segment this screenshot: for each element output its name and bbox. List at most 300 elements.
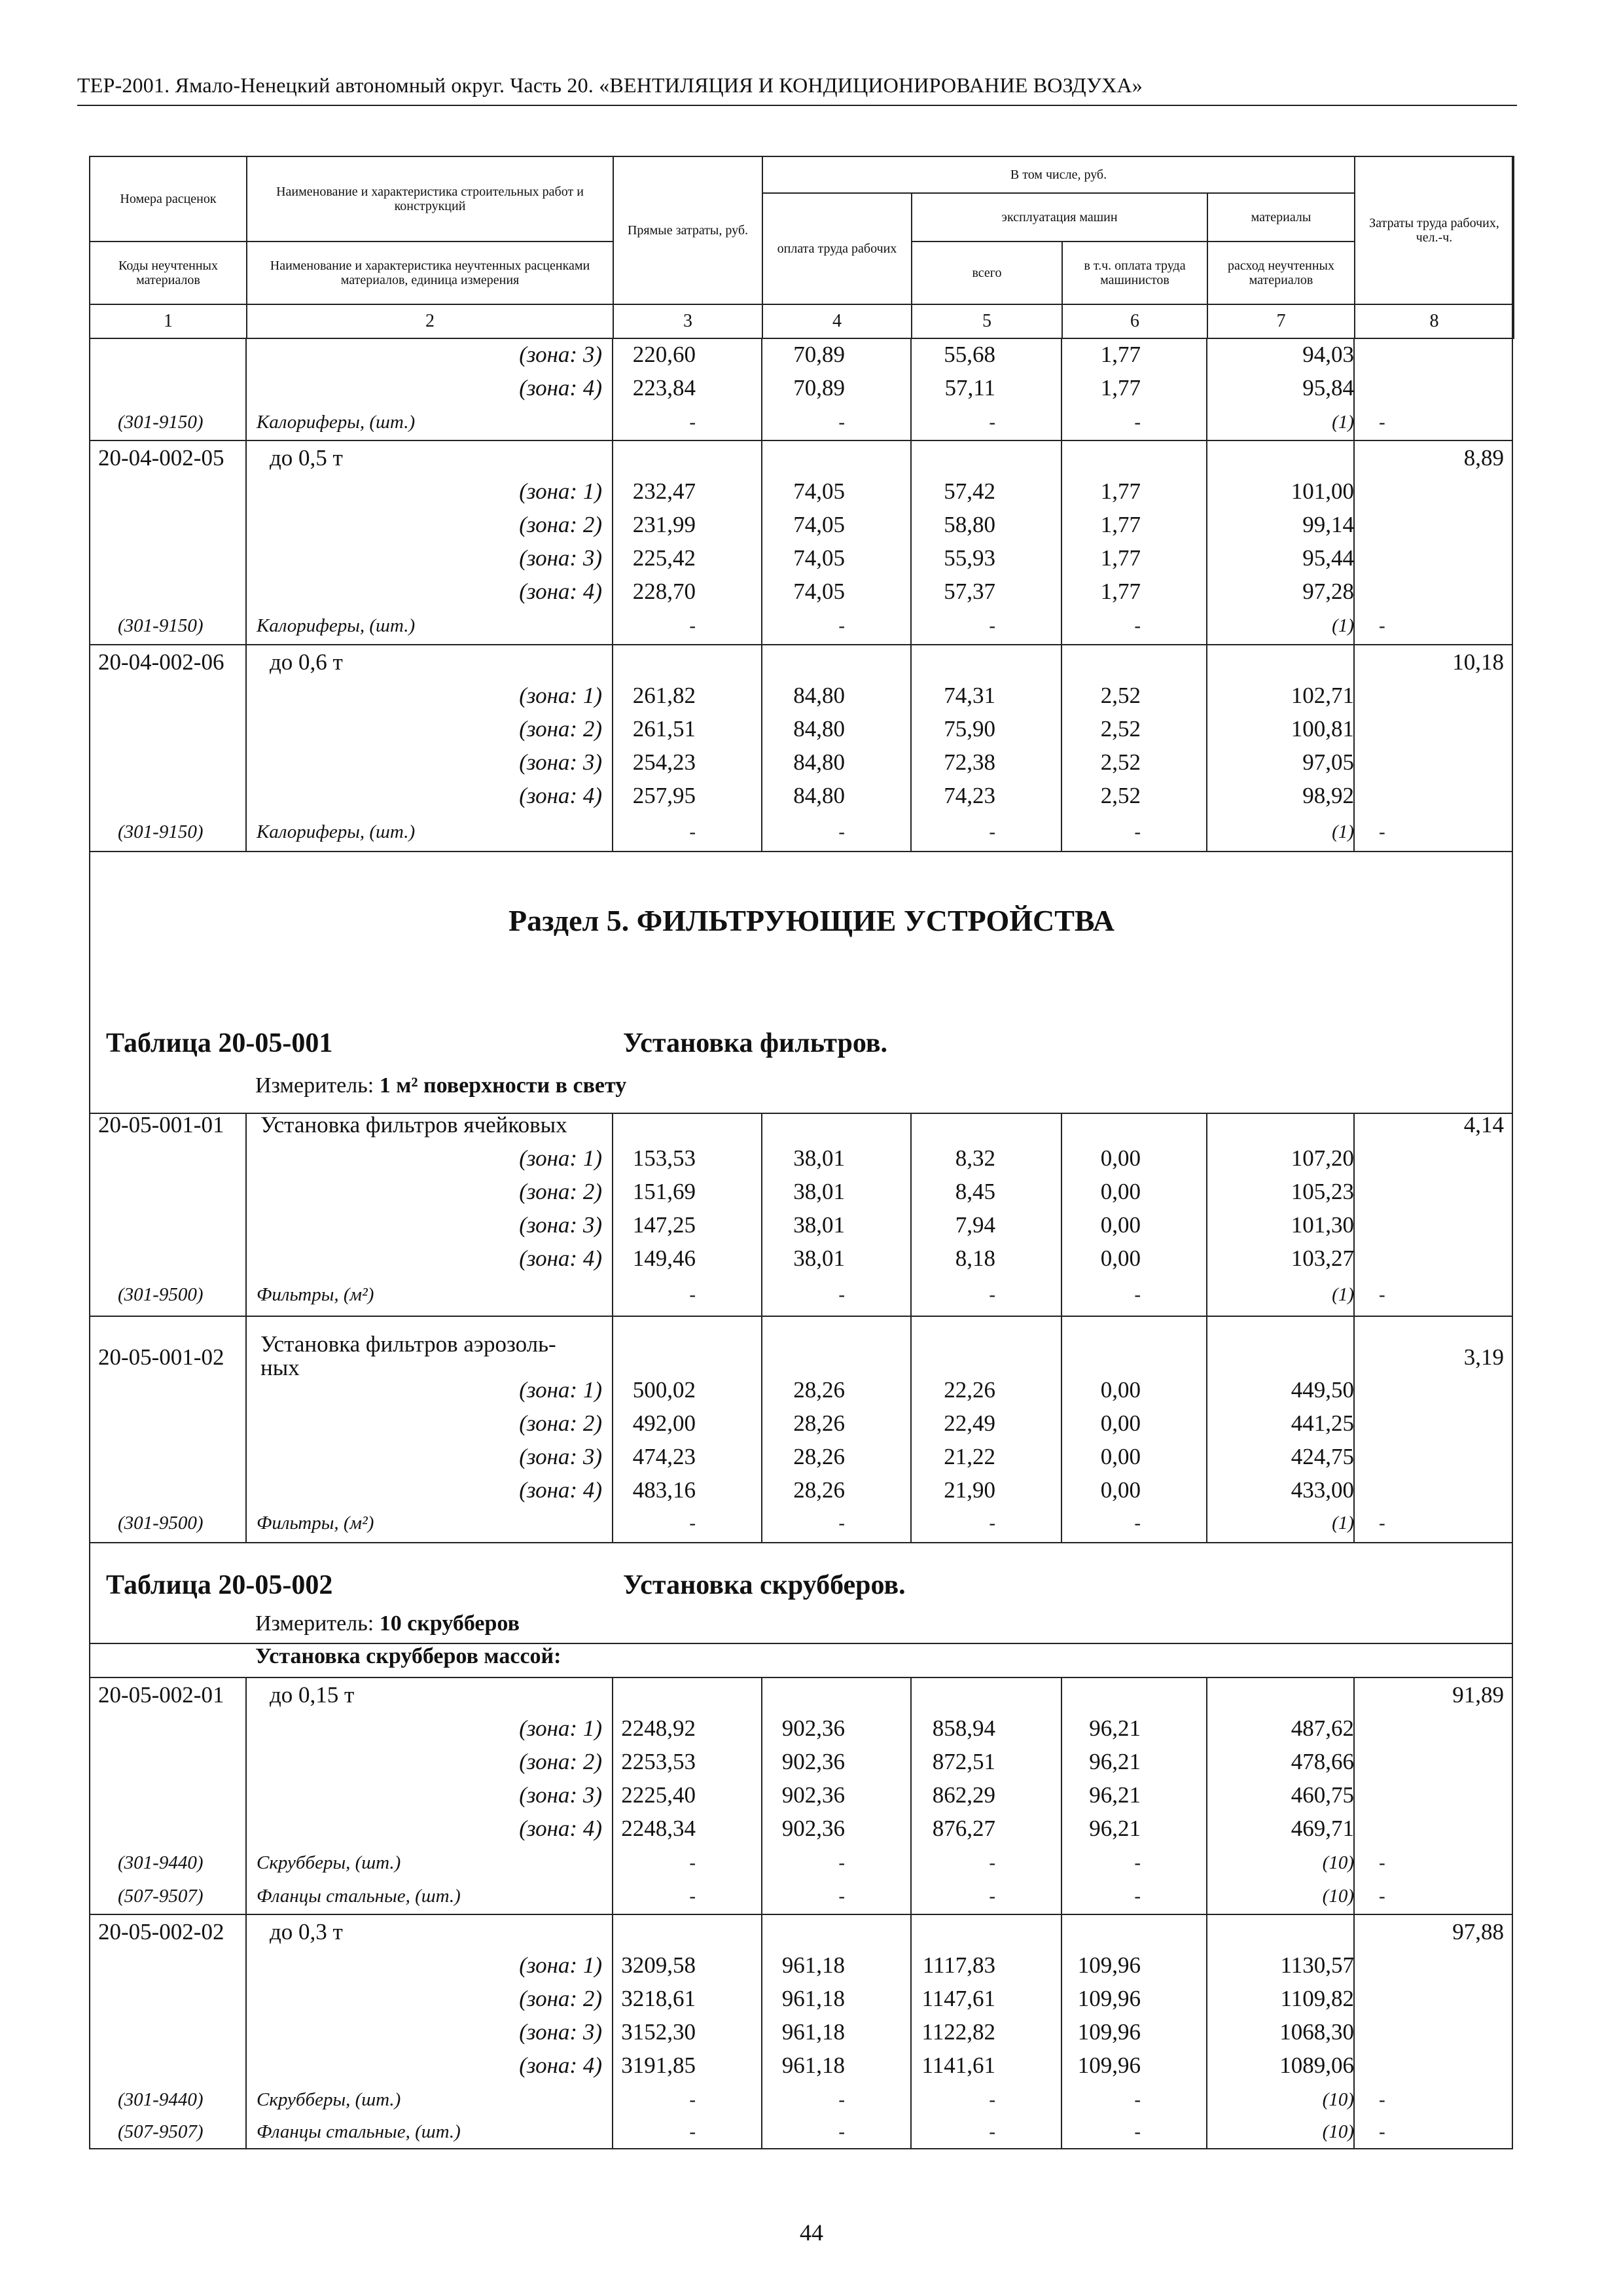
rate-code: 20-05-002-02 [98, 1919, 224, 1945]
running-title: ТЕР-2001. Ямало-Ненецкий автономный округ. Часть 20. «ВЕНТИЛЯЦИЯ И КОНДИЦИОНИРОВАНИЕ ВОЗДУХА» [77, 73, 1143, 97]
empty-dash: - [1379, 2121, 1385, 2142]
materials-cost: 99,14 [1302, 512, 1354, 537]
empty-dash: - [1134, 1513, 1141, 1534]
table-label: Таблица 20-05-001 [106, 1028, 333, 1058]
worker-pay: 961,18 [781, 1952, 845, 1978]
unit-of-measure [255, 1611, 520, 1636]
worker-pay: 84,80 [793, 749, 845, 775]
direct-cost: 225,42 [632, 545, 696, 571]
empty-dash: - [1134, 1284, 1141, 1305]
zone-label: (зона: 4) [519, 375, 602, 401]
rate-name-line1: Установка фильтров аэрозоль- [260, 1331, 556, 1357]
material-qty: (1) [1332, 412, 1354, 433]
direct-cost: 149,46 [632, 1246, 696, 1271]
material-code: (301-9440) [118, 2089, 204, 2110]
zone-label: (зона: 4) [519, 1477, 602, 1503]
worker-pay: 74,05 [793, 512, 845, 537]
price-row [90, 779, 1512, 812]
material-name: Скрубберы, (шт.) [257, 1852, 401, 1873]
direct-cost: 2248,34 [621, 1816, 696, 1841]
rate-code: 20-04-002-05 [98, 445, 224, 471]
zone-label: (зона: 2) [519, 512, 602, 537]
machinist-pay: 96,21 [1089, 1816, 1141, 1841]
empty-dash: - [989, 615, 995, 636]
empty-dash: - [689, 412, 696, 433]
direct-cost: 257,95 [632, 783, 696, 808]
machinist-pay: 0,00 [1100, 1444, 1141, 1469]
material-name: Калориферы, (шт.) [257, 412, 416, 433]
material-qty: (10) [1322, 2089, 1354, 2110]
materials-cost: 102,71 [1291, 683, 1354, 708]
machinist-pay: 96,21 [1089, 1749, 1141, 1774]
worker-pay: 961,18 [781, 1986, 845, 2011]
material-code: (301-9440) [118, 1852, 204, 1873]
machine-cost: 7,94 [955, 1212, 995, 1238]
machinist-pay: 96,21 [1089, 1715, 1141, 1741]
price-row [90, 1948, 1512, 1982]
price-row [90, 679, 1512, 712]
machine-cost: 58,80 [944, 512, 995, 537]
machine-cost: 1117,83 [922, 1952, 995, 1978]
empty-dash: - [838, 615, 845, 636]
zone-label: (зона: 1) [519, 1715, 602, 1741]
rate-row [90, 1327, 1512, 1380]
empty-dash: - [838, 1852, 845, 1873]
direct-cost: 3218,61 [621, 1986, 696, 2011]
price-row [90, 1778, 1512, 1812]
price-row [90, 1373, 1512, 1407]
zone-label: (зона: 1) [519, 478, 602, 504]
rate-row [90, 1108, 1512, 1141]
direct-cost: 474,23 [632, 1444, 696, 1469]
machine-cost: 1147,61 [921, 1986, 995, 2011]
zone-label: (зона: 1) [519, 1952, 602, 1978]
price-row [90, 575, 1512, 608]
machinist-pay: 2,52 [1100, 783, 1141, 808]
materials-cost: 107,20 [1291, 1145, 1354, 1171]
col-number: 4 [762, 304, 912, 338]
machinist-pay: 1,77 [1100, 342, 1141, 367]
machinist-pay: 109,96 [1077, 1986, 1141, 2011]
empty-dash: - [689, 1284, 696, 1305]
machinist-pay: 2,52 [1100, 683, 1141, 708]
empty-dash: - [838, 2089, 845, 2110]
labor-hours: 8,89 [1463, 445, 1504, 471]
labor-hours: 10,18 [1452, 649, 1504, 675]
rate-row [90, 1678, 1512, 1712]
rate-name: до 0,6 т [270, 649, 343, 675]
direct-cost: 223,84 [632, 375, 696, 401]
worker-pay: 902,36 [781, 1749, 845, 1774]
zone-label: (зона: 1) [519, 683, 602, 708]
machinist-pay: 1,77 [1100, 579, 1141, 604]
zone-label: (зона: 3) [519, 749, 602, 775]
rate-name: до 0,5 т [270, 445, 343, 471]
col-number: 7 [1207, 304, 1355, 338]
price-row [90, 541, 1512, 575]
materials-cost: 101,30 [1291, 1212, 1354, 1238]
material-qty: (10) [1322, 2121, 1354, 2142]
direct-cost: 492,00 [632, 1410, 696, 1436]
direct-cost: 220,60 [632, 342, 696, 367]
worker-pay: 28,26 [793, 1444, 845, 1469]
direct-cost: 254,23 [632, 749, 696, 775]
empty-dash: - [1379, 821, 1385, 842]
direct-cost: 3152,30 [621, 2019, 696, 2045]
rate-name: Установка фильтров ячейковых [260, 1112, 567, 1138]
header-including: В том числе, руб. [762, 156, 1355, 193]
direct-cost: 147,25 [632, 1212, 696, 1238]
direct-cost: 261,51 [632, 716, 696, 742]
machinist-pay: 0,00 [1100, 1410, 1141, 1436]
material-name: Фланцы стальные, (шт.) [257, 1886, 461, 1907]
empty-dash: - [1379, 1886, 1385, 1907]
empty-dash: - [1134, 2121, 1141, 2142]
header-machinist-pay: в т.ч. оплата труда машинистов [1062, 242, 1207, 304]
machine-cost: 22,49 [944, 1410, 995, 1436]
empty-dash: - [689, 2089, 696, 2110]
price-row [90, 1473, 1512, 1507]
row-separator [89, 1316, 1513, 1317]
material-qty: (1) [1332, 1513, 1354, 1534]
rate-row [90, 645, 1512, 679]
machine-cost: 862,29 [932, 1782, 995, 1808]
worker-pay: 74,05 [793, 478, 845, 504]
section-title: Раздел 5. ФИЛЬТРУЮЩИЕ УСТРОЙСТВА [508, 904, 1115, 937]
col-number: 8 [1355, 304, 1514, 338]
row-separator [89, 1542, 1513, 1543]
direct-cost: 3191,85 [621, 2053, 696, 2078]
worker-pay: 38,01 [793, 1179, 845, 1204]
material-row [90, 1880, 1512, 1913]
machine-cost: 872,51 [932, 1749, 995, 1774]
unit-label: Измеритель: [255, 1073, 374, 1098]
machine-cost: 21,90 [944, 1477, 995, 1503]
empty-dash: - [989, 412, 995, 433]
materials-cost: 478,66 [1291, 1749, 1354, 1774]
material-qty: (10) [1322, 1852, 1354, 1873]
empty-dash: - [1379, 1513, 1385, 1534]
empty-dash: - [989, 1852, 995, 1873]
zone-label: (зона: 3) [519, 545, 602, 571]
machine-cost: 858,94 [932, 1715, 995, 1741]
materials-cost: 1089,06 [1279, 2053, 1354, 2078]
zone-label: (зона: 2) [519, 1410, 602, 1436]
materials-cost: 98,92 [1302, 783, 1354, 808]
machine-cost: 21,22 [944, 1444, 995, 1469]
materials-cost: 103,27 [1291, 1246, 1354, 1271]
header-rule [77, 105, 1517, 106]
zone-label: (зона: 4) [519, 579, 602, 604]
table-title: Установка фильтров. [623, 1028, 888, 1058]
direct-cost: 3209,58 [621, 1952, 696, 1978]
labor-hours: 91,89 [1452, 1682, 1504, 1708]
machine-cost: 74,23 [944, 783, 995, 808]
materials-cost: 100,81 [1291, 716, 1354, 742]
empty-dash: - [838, 2121, 845, 2142]
empty-dash: - [989, 2089, 995, 2110]
col-number: 1 [90, 304, 247, 338]
zone-label: (зона: 3) [519, 1444, 602, 1469]
empty-dash: - [1134, 412, 1141, 433]
empty-dash: - [1134, 1852, 1141, 1873]
material-row [90, 609, 1512, 643]
zone-label: (зона: 3) [519, 1212, 602, 1238]
price-row [90, 1407, 1512, 1440]
empty-dash: - [989, 1886, 995, 1907]
materials-cost: 460,75 [1291, 1782, 1354, 1808]
zone-label: (зона: 4) [519, 1246, 602, 1271]
direct-cost: 232,47 [632, 478, 696, 504]
machine-cost: 75,90 [944, 716, 995, 742]
zone-label: (зона: 3) [519, 342, 602, 367]
materials-cost: 95,84 [1302, 375, 1354, 401]
row-separator [89, 851, 1513, 852]
price-row [90, 1712, 1512, 1745]
material-row [90, 2083, 1512, 2117]
empty-dash: - [1379, 615, 1385, 636]
empty-dash: - [838, 821, 845, 842]
machinist-pay: 0,00 [1100, 1145, 1141, 1171]
price-row [90, 2049, 1512, 2082]
zone-label: (зона: 1) [519, 1377, 602, 1403]
machinist-pay: 109,96 [1077, 2053, 1141, 2078]
header-machines: эксплуатация машин [912, 193, 1207, 242]
materials-cost: 469,71 [1291, 1816, 1354, 1841]
material-code: (507-9507) [118, 1886, 204, 1907]
machinist-pay: 1,77 [1100, 545, 1141, 571]
empty-dash: - [1379, 2089, 1385, 2110]
header-materials: материалы [1207, 193, 1355, 242]
material-qty: (10) [1322, 1886, 1354, 1907]
table-title: Установка скрубберов. [623, 1570, 906, 1600]
unit-value: 10 скрубберов [379, 1611, 520, 1636]
machinist-pay: 0,00 [1100, 1246, 1141, 1271]
machine-cost: 57,37 [944, 579, 995, 604]
machinist-pay: 0,00 [1100, 1212, 1141, 1238]
header-material-consumption: расход неучтенных материалов [1207, 242, 1355, 304]
materials-cost: 1109,82 [1280, 1986, 1354, 2011]
worker-pay: 902,36 [781, 1715, 845, 1741]
unit-label: Измеритель: [255, 1611, 374, 1636]
rate-code: 20-05-002-01 [98, 1682, 224, 1708]
zone-label: (зона: 1) [519, 1145, 602, 1171]
worker-pay: 28,26 [793, 1477, 845, 1503]
empty-dash: - [689, 615, 696, 636]
direct-cost: 2253,53 [621, 1749, 696, 1774]
worker-pay: 902,36 [781, 1782, 845, 1808]
worker-pay: 84,80 [793, 683, 845, 708]
material-code: (301-9500) [118, 1284, 204, 1305]
material-row [90, 1846, 1512, 1880]
direct-cost: 500,02 [632, 1377, 696, 1403]
empty-dash: - [989, 1284, 995, 1305]
price-row [90, 2015, 1512, 2049]
materials-cost: 424,75 [1291, 1444, 1354, 1469]
worker-pay: 84,80 [793, 716, 845, 742]
machinist-pay: 0,00 [1100, 1477, 1141, 1503]
price-row [90, 475, 1512, 508]
zone-label: (зона: 4) [519, 1816, 602, 1841]
machine-cost: 1122,82 [921, 2019, 995, 2045]
empty-dash: - [838, 412, 845, 433]
machinist-pay: 2,52 [1100, 716, 1141, 742]
zone-label: (зона: 3) [519, 2019, 602, 2045]
header-machines-total: всего [912, 242, 1062, 304]
labor-hours: 4,14 [1463, 1112, 1504, 1138]
material-row [90, 2115, 1512, 2149]
col-number: 6 [1062, 304, 1207, 338]
price-row [90, 1440, 1512, 1473]
empty-dash: - [1379, 412, 1385, 433]
empty-dash: - [1134, 2089, 1141, 2110]
rate-code: 20-04-002-06 [98, 649, 224, 675]
header-material-names: Наименование и характеристика неучтенных расценками материалов, единица измерения [247, 242, 613, 304]
machine-cost: 8,32 [955, 1145, 995, 1171]
worker-pay: 961,18 [781, 2019, 845, 2045]
worker-pay: 38,01 [793, 1145, 845, 1171]
zone-label: (зона: 2) [519, 1749, 602, 1774]
direct-cost: 228,70 [632, 579, 696, 604]
worker-pay: 902,36 [781, 1816, 845, 1841]
machinist-pay: 109,96 [1077, 1952, 1141, 1978]
direct-cost: 2248,92 [621, 1715, 696, 1741]
worker-pay: 961,18 [781, 2053, 845, 2078]
price-row [90, 1141, 1512, 1175]
materials-cost: 94,03 [1302, 342, 1354, 367]
machinist-pay: 1,77 [1100, 478, 1141, 504]
header-worker-pay: оплата труда рабочих [762, 193, 912, 304]
machine-cost: 1141,61 [921, 2053, 995, 2078]
material-name: Фильтры, (м²) [257, 1284, 374, 1305]
header-rate-numbers: Номера расценок [90, 156, 247, 242]
empty-dash: - [838, 1886, 845, 1907]
material-name: Фланцы стальные, (шт.) [257, 2121, 461, 2142]
zone-label: (зона: 2) [519, 1986, 602, 2011]
empty-dash: - [1134, 821, 1141, 842]
materials-cost: 97,05 [1302, 749, 1354, 775]
empty-dash: - [689, 1852, 696, 1873]
rate-code: 20-05-001-02 [98, 1344, 224, 1370]
material-row [90, 1507, 1512, 1540]
rate-name: до 0,15 т [270, 1682, 355, 1708]
worker-pay: 74,05 [793, 545, 845, 571]
machinist-pay: 109,96 [1077, 2019, 1141, 2045]
price-row [90, 1242, 1512, 1275]
direct-cost: 483,16 [632, 1477, 696, 1503]
price-row [90, 338, 1512, 371]
rate-row [90, 1915, 1512, 1948]
material-code: (301-9150) [118, 412, 204, 433]
machine-cost: 8,45 [955, 1179, 995, 1204]
machinist-pay: 96,21 [1089, 1782, 1141, 1808]
zone-label: (зона: 4) [519, 783, 602, 808]
materials-cost: 97,28 [1302, 579, 1354, 604]
material-code: (301-9150) [118, 821, 204, 842]
header-material-codes: Коды неучтенных материалов [90, 242, 247, 304]
worker-pay: 38,01 [793, 1246, 845, 1271]
machinist-pay: 1,77 [1100, 512, 1141, 537]
rate-code: 20-05-001-01 [98, 1112, 224, 1138]
empty-dash: - [989, 821, 995, 842]
header-labor-costs: Затраты труда рабочих, чел.-ч. [1355, 156, 1514, 304]
price-row [90, 712, 1512, 745]
material-qty: (1) [1332, 615, 1354, 636]
empty-dash: - [989, 1513, 995, 1534]
machine-cost: 72,38 [944, 749, 995, 775]
empty-dash: - [1134, 1886, 1141, 1907]
price-row [90, 1745, 1512, 1778]
direct-cost: 261,82 [632, 683, 696, 708]
zone-label: (зона: 2) [519, 1179, 602, 1204]
material-name: Фильтры, (м²) [257, 1513, 374, 1534]
worker-pay: 84,80 [793, 783, 845, 808]
unit-value: 1 м² поверхности в свету [379, 1073, 627, 1098]
empty-dash: - [989, 2121, 995, 2142]
worker-pay: 70,89 [793, 342, 845, 367]
col-number: 5 [912, 304, 1062, 338]
table-label: Таблица 20-05-002 [106, 1570, 333, 1600]
material-row [90, 406, 1512, 439]
direct-cost: 231,99 [632, 512, 696, 537]
machine-cost: 57,11 [944, 375, 995, 401]
price-row [90, 1175, 1512, 1208]
price-row [90, 508, 1512, 541]
machine-cost: 55,68 [944, 342, 995, 367]
machinist-pay: 1,77 [1100, 375, 1141, 401]
unit-of-measure [255, 1073, 626, 1098]
price-row [90, 371, 1512, 404]
worker-pay: 28,26 [793, 1410, 845, 1436]
worker-pay: 38,01 [793, 1212, 845, 1238]
empty-dash: - [1379, 1852, 1385, 1873]
material-qty: (1) [1332, 821, 1354, 842]
machine-cost: 55,93 [944, 545, 995, 571]
subheading: Установка скрубберов массой: [255, 1644, 562, 1668]
direct-cost: 2225,40 [621, 1782, 696, 1808]
materials-cost: 433,00 [1291, 1477, 1354, 1503]
rate-row [90, 441, 1512, 475]
col-number: 2 [247, 304, 613, 338]
page-number: 44 [800, 2219, 823, 2246]
labor-hours: 97,88 [1452, 1919, 1504, 1945]
material-code: (507-9507) [118, 2121, 204, 2142]
material-row [90, 1278, 1512, 1312]
zone-label: (зона: 3) [519, 1782, 602, 1808]
material-name: Скрубберы, (шт.) [257, 2089, 401, 2110]
rate-name-line2: ных [260, 1355, 300, 1380]
machinist-pay: 2,52 [1100, 749, 1141, 775]
empty-dash: - [838, 1284, 845, 1305]
machinist-pay: 0,00 [1100, 1179, 1141, 1204]
empty-dash: - [689, 2121, 696, 2142]
material-code: (301-9500) [118, 1513, 204, 1534]
materials-cost: 105,23 [1291, 1179, 1354, 1204]
material-name: Калориферы, (шт.) [257, 821, 416, 842]
empty-dash: - [838, 1513, 845, 1534]
empty-dash: - [689, 1513, 696, 1534]
empty-dash: - [689, 821, 696, 842]
col-number: 3 [613, 304, 762, 338]
materials-cost: 449,50 [1291, 1377, 1354, 1403]
materials-cost: 101,00 [1291, 478, 1354, 504]
machine-cost: 876,27 [932, 1816, 995, 1841]
direct-cost: 153,53 [632, 1145, 696, 1171]
worker-pay: 74,05 [793, 579, 845, 604]
price-row [90, 1982, 1512, 2015]
materials-cost: 1068,30 [1279, 2019, 1354, 2045]
machine-cost: 57,42 [944, 478, 995, 504]
